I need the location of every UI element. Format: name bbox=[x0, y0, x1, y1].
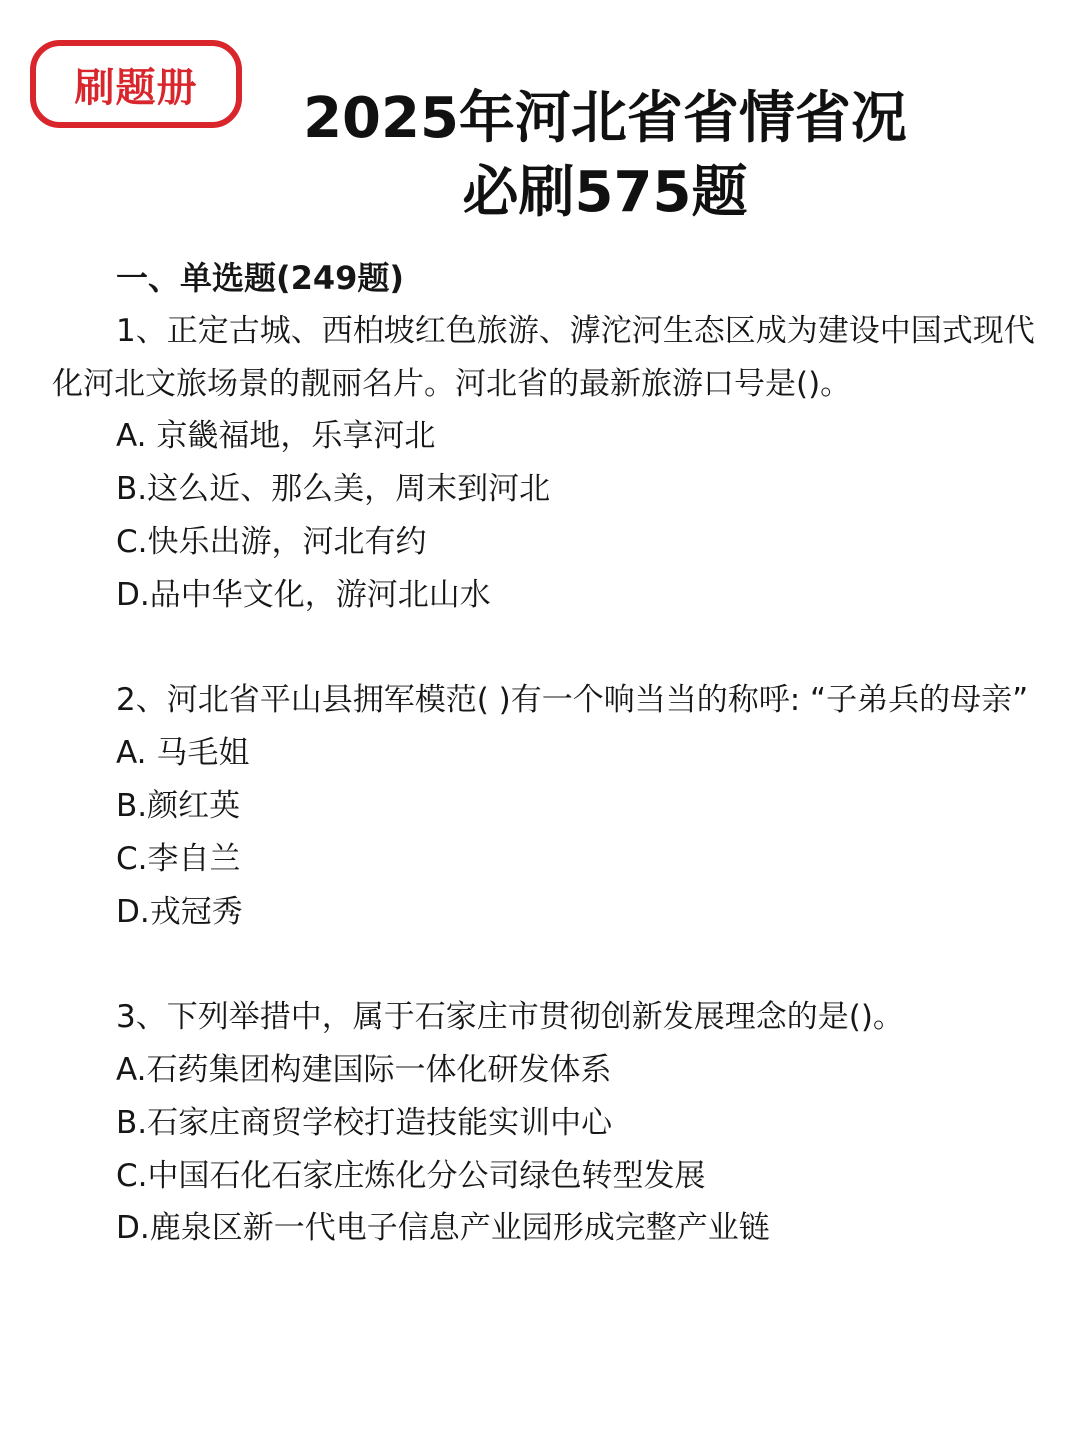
option-a: A. 京畿福地，乐享河北 bbox=[116, 418, 436, 455]
option-b: B.这么近、那么美，周末到河北 bbox=[116, 471, 551, 508]
badge-text: 刷题册 bbox=[74, 64, 198, 111]
title-line-2: 必刷575题 bbox=[462, 160, 748, 225]
option-d: D.鹿泉区新一代电子信息产业园形成完整产业链 bbox=[116, 1210, 770, 1247]
option-d: D.品中华文化，游河北山水 bbox=[116, 576, 491, 613]
badge-label-box bbox=[30, 40, 242, 128]
question-block bbox=[52, 674, 1042, 938]
option-c: C.快乐出游，河北有约 bbox=[116, 523, 427, 560]
option-c: C.李自兰 bbox=[116, 840, 241, 877]
page-title bbox=[280, 82, 930, 230]
spacer bbox=[52, 938, 1042, 991]
option-b: B.颜红英 bbox=[116, 787, 241, 824]
option-d: D.戎冠秀 bbox=[116, 893, 243, 930]
spacer bbox=[52, 622, 1042, 675]
option-a: A.石药集团构建国际一体化研发体系 bbox=[116, 1051, 612, 1088]
section-heading: 一、单选题(249题) bbox=[116, 259, 405, 297]
option-b: B.石家庄商贸学校打造技能实训中心 bbox=[116, 1104, 613, 1141]
option-a: A. 马毛姐 bbox=[116, 735, 250, 772]
question-block bbox=[52, 991, 1042, 1255]
question-stem: 2、河北省平山县拥军模范( )有一个响当当的称呼: “子弟兵的母亲” bbox=[116, 682, 1029, 719]
question-block bbox=[52, 305, 1042, 622]
option-c: C.中国石化石家庄炼化分公司绿色转型发展 bbox=[116, 1157, 706, 1194]
question-stem: 1、正定古城、西柏坡红色旅游、滹沱河生态区成为建设中国式现代化河北文旅场景的靓丽名片。河北省的最新旅游口号是()。 bbox=[52, 312, 1035, 402]
question-list bbox=[52, 252, 1042, 1255]
question-stem: 3、下列举措中，属于石家庄市贯彻创新发展理念的是()。 bbox=[116, 999, 904, 1036]
title-line-1: 2025年河北省省情省况 bbox=[303, 86, 907, 151]
